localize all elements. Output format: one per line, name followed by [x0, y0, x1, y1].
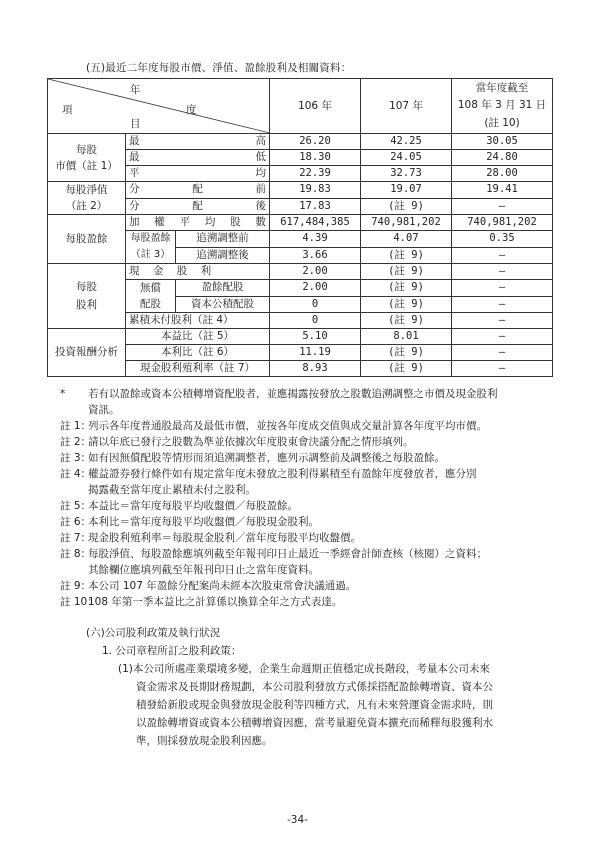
header-col3-line1: 當年度截至 [452, 79, 553, 98]
note-line [60, 517, 319, 528]
cash-yield-106: 8.93 [270, 361, 361, 377]
lowest-106: 18.30 [270, 150, 361, 166]
earnings-dist-106: 2.00 [270, 280, 361, 297]
policy-subheading: 1. 公司章程所訂之股利政策： [102, 645, 242, 657]
highest-label: 最 高 [129, 135, 267, 147]
note-text: 列示各年度普通股最高及最低市價，並按各年度成交值與成交量計算各年度平均市價。 [88, 420, 487, 432]
div-group-l2: 股利 [76, 299, 97, 311]
weighted-shares-label: 加 權 平 均 股 數 [129, 216, 266, 228]
before-dist-label: 分 配 前 [129, 183, 266, 196]
policy-heading: (六)公司股利政策及執行狀況 [86, 627, 221, 639]
note-text: 其餘欄位應填列截至年報刊印日止之當年度資料。 [88, 564, 319, 576]
note-text: 若有以盈餘或資本公積轉增資配股者，並應揭露按發放之股數追溯調整之市價及現金股利 [88, 388, 498, 400]
policy-paragraph-line: (1)本公司所處產業環境多變，企業生命週期正值穩定成長階段，考量本公司未來 [118, 663, 490, 675]
eps-before-108: 0.35 [452, 231, 553, 248]
note-key: 註 8： [60, 548, 92, 560]
div-group [48, 264, 126, 329]
stock-data-table [47, 78, 553, 377]
section-title: (五)最近二年度每股市價、淨值、盈餘股利及相關資料： [86, 62, 352, 74]
cash-yield-label: 現金股利殖利率（註 7） [126, 361, 270, 377]
pe-106: 5.10 [270, 329, 361, 345]
note-text: 資訊。 [88, 404, 120, 416]
cumulative-unpaid-108: — [452, 313, 553, 329]
note-key: 註 4： [60, 468, 92, 480]
note-text: 108 年第一季本益比之計算係以換算全年之方式表達。 [88, 596, 343, 608]
header-col-106: 106 年 [270, 79, 361, 134]
eps-after-106: 3.66 [270, 247, 361, 264]
note-line [60, 565, 319, 576]
nav-group-l2: （註 2） [65, 200, 108, 212]
table-row [48, 215, 553, 231]
note-text: 揭露截至當年度止累積未付之股利。 [88, 484, 256, 496]
pe-ratio-label: 本益比（註 5） [126, 329, 270, 345]
capital-reserve-label: 資本公積配股 [176, 296, 270, 313]
note-key: 註 9： [60, 580, 92, 592]
market-price-group [48, 134, 126, 182]
lowest-107: 24.05 [361, 150, 452, 166]
stock-div-l1: 無償 [140, 282, 161, 294]
price-div-108: — [452, 345, 553, 361]
highest-107: 42.25 [361, 134, 452, 150]
before-dist-107: 19.07 [361, 182, 452, 199]
header-year-label: 年 [130, 84, 141, 96]
eps-before-adj-label: 追溯調整前 [176, 231, 270, 248]
policy-paragraph-line: 準，則採發放現金股利因應。 [136, 735, 273, 747]
note-text: 如有因無償配股等情形而須追溯調整者，應列示調整前及調整後之每股盈餘。 [88, 452, 445, 464]
note-text: 現金股利殖利率＝每股現金股利／當年度每股平均收盤價。 [88, 532, 361, 544]
table-row [48, 329, 553, 345]
note-text: 本利比＝當年度每股平均收盤價／每股現金股利。 [88, 516, 319, 528]
pe-108: — [452, 329, 553, 345]
pe-107: 8.01 [361, 329, 452, 345]
note-key: 註 3： [60, 452, 92, 464]
price-div-107: (註 9) [361, 345, 452, 361]
note-text: 每股淨值、每股盈餘應填列截至年報刊印日止最近一季經會計師查核（核閱）之資料； [88, 548, 487, 560]
note-key: 註 1： [60, 420, 92, 432]
highest-108: 30.05 [452, 134, 553, 150]
after-dist-106: 17.83 [270, 198, 361, 215]
note-line [60, 501, 298, 512]
note-key: 註 5： [60, 500, 92, 512]
table-header-row [48, 79, 553, 98]
note-line [60, 549, 487, 560]
average-106: 22.39 [270, 166, 361, 182]
stock-div-group [126, 280, 176, 313]
average-label: 平 均 [129, 167, 267, 179]
stock-div-l2: 配股 [140, 298, 161, 310]
note-key: 註 2： [60, 436, 92, 448]
nav-group [48, 182, 126, 215]
earnings-dist-108: — [452, 280, 553, 297]
after-dist-label: 分 配 後 [129, 199, 266, 212]
eps-sub-group [126, 231, 176, 264]
note-line [60, 469, 477, 480]
policy-paragraph-line: 資金需求及長期財務規劃，本公司股利發放方式係採搭配盈餘轉增資、資本公 [136, 681, 493, 693]
note-key: * [60, 388, 66, 400]
diagonal-line [48, 79, 270, 133]
before-dist-108: 19.41 [452, 182, 553, 199]
eps-before-107: 4.07 [361, 231, 452, 248]
note-line [60, 405, 120, 416]
page-number: -34- [287, 814, 308, 826]
table-row [48, 134, 553, 150]
cumulative-unpaid-label: 累積未付股利（註 4） [126, 313, 270, 329]
header-mu-label: 目 [130, 118, 141, 130]
note-key: 註 6： [60, 516, 92, 528]
policy-paragraph-line: 以盈餘轉增資或資本公積轉增資因應，當考量避免資本擴充而稀釋每股獲利水 [136, 717, 493, 729]
note-line [60, 437, 414, 448]
cash-div-label: 現 金 股 利 [129, 265, 212, 277]
cash-div-108: — [452, 264, 553, 280]
nav-group-l1: 每股淨值 [65, 184, 108, 196]
weighted-108: 740,981,202 [452, 215, 553, 231]
note-key: 註 7： [60, 532, 92, 544]
policy-paragraph-line: 積發給新股或現金與發放現金股利等四種方式，凡有未來營運資金需求時，則 [136, 699, 493, 711]
note-line [60, 421, 487, 432]
note-line [60, 581, 356, 592]
cumulative-unpaid-107: (註 9) [361, 313, 452, 329]
header-col3-line2: 108 年 3 月 31 日 [452, 97, 553, 115]
table-row [48, 182, 553, 199]
header-item-label: 項 [62, 104, 73, 116]
eps-sub-l2: （註 3） [130, 249, 171, 260]
cumulative-unpaid-106: 0 [270, 313, 361, 329]
eps-after-107: (註 9) [361, 247, 452, 264]
eps-before-106: 4.39 [270, 231, 361, 248]
before-dist-106: 19.83 [270, 182, 361, 199]
earnings-dist-107: (註 9) [361, 280, 452, 297]
note-key: 註 10： [60, 596, 98, 608]
header-diagonal-cell [48, 79, 270, 134]
note-text: 本益比＝當年度每股平均收盤價／每股盈餘。 [88, 500, 298, 512]
price-div-ratio-label: 本利比（註 6） [126, 345, 270, 361]
roi-group: 投資報酬分析 [48, 329, 126, 377]
market-price-group-l2: 市價（註 1） [55, 159, 118, 172]
note-line [60, 533, 361, 544]
lowest-label: 最 低 [129, 151, 267, 163]
eps-after-adj-label: 追溯調整後 [176, 247, 270, 264]
weighted-107: 740,981,202 [361, 215, 452, 231]
highest-106: 26.20 [270, 134, 361, 150]
note-line [60, 389, 498, 400]
header-degree-label: 度 [186, 104, 197, 116]
earnings-dist-label: 盈餘配股 [176, 280, 270, 297]
capital-reserve-108: — [452, 296, 553, 313]
capital-reserve-107: (註 9) [361, 296, 452, 313]
header-col3-line3: (註 10) [452, 115, 553, 134]
capital-reserve-106: 0 [270, 296, 361, 313]
note-text: 權益證券發行條件如有規定當年度未發放之股利得累積至有盈餘年度發放者，應分別 [88, 468, 477, 480]
note-line [60, 485, 256, 496]
note-line [60, 597, 342, 608]
average-107: 32.73 [361, 166, 452, 182]
lowest-108: 24.80 [452, 150, 553, 166]
cash-yield-107: (註 9) [361, 361, 452, 377]
eps-after-108: — [452, 247, 553, 264]
note-line [60, 453, 445, 464]
note-text: 請以年底已發行之股數為準並依據次年度股東會決議分配之情形填列。 [88, 436, 414, 448]
average-108: 28.00 [452, 166, 553, 182]
eps-group: 每股盈餘 [48, 215, 126, 264]
weighted-106: 617,484,385 [270, 215, 361, 231]
price-div-106: 11.19 [270, 345, 361, 361]
note-text: 本公司 107 年盈餘分配案尚未經本次股東常會決議通過。 [88, 580, 357, 592]
cash-div-107: (註 9) [361, 264, 452, 280]
eps-sub-l1: 每股盈餘 [130, 233, 171, 244]
after-dist-107: (註 9) [361, 198, 452, 215]
market-price-group-l1: 每股 [76, 143, 97, 156]
cash-div-106: 2.00 [270, 264, 361, 280]
table-row [48, 264, 553, 280]
div-group-l1: 每股 [76, 281, 97, 293]
cash-yield-108: — [452, 361, 553, 377]
header-col-107: 107 年 [361, 79, 452, 134]
after-dist-108: — [452, 198, 553, 215]
